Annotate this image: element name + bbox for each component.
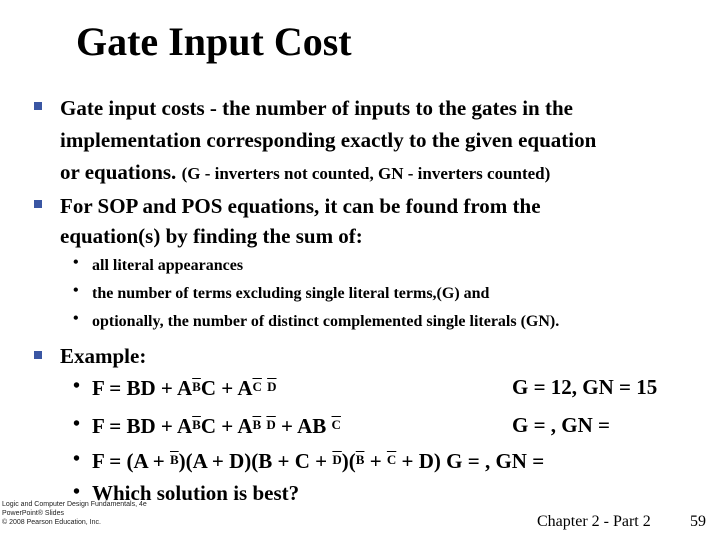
ex2-bar-b2: $\overline{B}$ bbox=[252, 417, 262, 432]
footer-book-title: Logic and Computer Design Fundamentals, 4e bbox=[2, 501, 147, 508]
ex3-bar-d: $\overline{D}$ bbox=[332, 452, 342, 467]
example-3 bbox=[92, 444, 544, 477]
ex2-bar-b: $\overline{B}$ bbox=[192, 417, 201, 432]
bullet1-line2: implementation corresponding exactly to the given equation bbox=[60, 128, 597, 152]
bullet1-line3a: or equations. bbox=[60, 160, 177, 184]
bullet-square-icon bbox=[34, 200, 42, 208]
bullet2-line2: equation(s) by finding the sum of: bbox=[60, 224, 363, 248]
bullet-dot-icon: • bbox=[73, 413, 81, 435]
footer-copyright-line: © 2008 Pearson Education, Inc. bbox=[2, 519, 101, 526]
ex1-bar-c: $\overline{C}$ bbox=[252, 379, 262, 394]
ex2-part1: F = BD + A bbox=[92, 414, 193, 438]
ex2-bar-d: $\overline{D}$ bbox=[266, 417, 276, 432]
bullet-dot-icon: • bbox=[73, 254, 79, 271]
ex3-part1: F = (A + bbox=[92, 449, 170, 473]
bullet1-line1: Gate input costs - the number of inputs to the gates in the bbox=[60, 96, 573, 120]
bullet-square-icon bbox=[34, 351, 42, 359]
ex3-bar-b: $\overline{B}$ bbox=[169, 452, 179, 467]
bullet2-line1: For SOP and POS equations, it can be found from the bbox=[60, 194, 541, 218]
bullet-dot-icon: • bbox=[73, 481, 81, 503]
example-2 bbox=[92, 409, 341, 442]
ex2-part3: + AB bbox=[281, 414, 327, 438]
bullet-dot-icon: • bbox=[73, 282, 79, 299]
ex1-bar-b: $\overline{B}$ bbox=[192, 379, 201, 394]
subbullet-2: the number of terms excluding single literal terms,(G) and bbox=[92, 285, 490, 302]
bullet1-line3b: (G - inverters not counted, GN - inverters counted) bbox=[181, 164, 551, 183]
bullet-dot-icon: • bbox=[73, 375, 81, 397]
bullet1-line3 bbox=[60, 156, 550, 190]
ex3-part3: )( bbox=[341, 449, 356, 473]
ex2-bar-c: $\overline{C}$ bbox=[331, 417, 341, 432]
subbullet-1: all literal appearances bbox=[92, 257, 244, 274]
ex3-bar-b2: $\overline{B}$ bbox=[355, 452, 365, 467]
ex1-part2: C + A bbox=[200, 376, 253, 400]
footer-chapter: Chapter 2 - Part 2 bbox=[537, 513, 651, 530]
example-1-result: G = 12, GN = 15 bbox=[512, 375, 658, 399]
ex1-bar-d: $\overline{D}$ bbox=[267, 379, 277, 394]
example-4: Which solution is best? bbox=[92, 481, 300, 505]
ex3-part5: + D) G = , GN = bbox=[396, 449, 545, 473]
footer-copyright bbox=[2, 500, 147, 527]
ex3-bar-c: $\overline{C}$ bbox=[386, 452, 397, 467]
ex2-part2: C + A bbox=[200, 414, 253, 438]
slide-title: Gate Input Cost bbox=[76, 19, 352, 64]
ex3-part4: + bbox=[364, 449, 387, 473]
bullet-dot-icon: • bbox=[73, 448, 81, 470]
example-2-result: G = , GN = bbox=[512, 413, 611, 437]
example-1 bbox=[92, 371, 277, 404]
bullet3-example: Example: bbox=[60, 344, 147, 368]
bullet-dot-icon: • bbox=[73, 310, 79, 327]
page-number: 59 bbox=[690, 513, 706, 530]
footer-slides-label: PowerPoint® Slides bbox=[2, 510, 64, 517]
ex3-part2: )(A + D)(B + C + bbox=[178, 449, 333, 473]
ex1-part1: F = BD + A bbox=[92, 376, 193, 400]
bullet-square-icon bbox=[34, 102, 42, 110]
subbullet-3: optionally, the number of distinct complemented single literals (GN). bbox=[92, 313, 560, 330]
